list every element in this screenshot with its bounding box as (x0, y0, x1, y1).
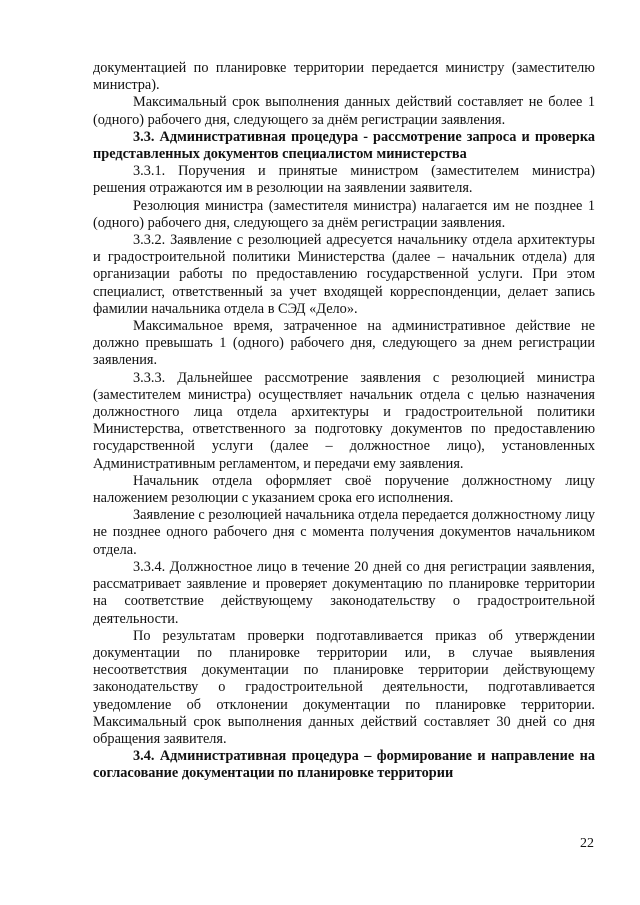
paragraph-3-3-2: 3.3.2. Заявление с резолюцией адресуется начальнику отдела архитектуры и градостроительной политики Министерства (далее – начальник отдела) для организации работы по предоставлению государственной услуги. При этом специалист, ответственный за учет входящей корреспонденции, делает запись фамилии начальника отдела в СЭД «Дело». (93, 232, 595, 317)
paragraph-transfer: Заявление с резолюцией начальника отдела передается должностному лицу не позднее одного рабочего дня с момента получения документов начальником отдела. (93, 507, 595, 558)
section-heading-3-4: 3.4. Административная процедура – формирование и направление на согласование документации по планировке территории (93, 748, 595, 782)
paragraph-3-3-4: 3.3.4. Должностное лицо в течение 20 дней со дня регистрации заявления, рассматривает заявление и проверяет документацию по планировке территории на соответствие действующему законодательству о градостроительной деятельности. (93, 558, 595, 627)
paragraph-results: По результатам проверки подготавливается приказ об утверждении документации по планировке территории или, в случае выявления несоответствия документации по планировке территории действующему законодательству о градостроительной деятельности, подготавливается уведомление об отклонении документации по планировке территории. Максимальный срок выполнения данных действий составляет 30 дней со дня обращения заявителя. (93, 627, 595, 747)
paragraph-3-3-1: 3.3.1. Поручения и принятые министром (заместителем министра) решения отражаются им в резолюции на заявлении заявителя. (93, 163, 595, 197)
document-page (93, 60, 595, 783)
paragraph-max-time: Максимальное время, затраченное на административное действие не должно превышать 1 (одного) рабочего дня, следующего за днем регистрации заявления. (93, 318, 595, 369)
page-number: 22 (580, 836, 594, 851)
section-heading-3-3: 3.3. Административная процедура - рассмотрение запроса и проверка представленных документов специалистом министерства (93, 128, 595, 163)
paragraph-continuation: документацией по планировке территории передается министру (заместителю министра). (93, 60, 595, 94)
paragraph-max-term: Максимальный срок выполнения данных действий составляет не более 1 (одного) рабочего дня, следующего за днём регистрации заявления. (93, 94, 595, 128)
paragraph-3-3-3: 3.3.3. Дальнейшее рассмотрение заявления с резолюцией министра (заместителем министра) осуществляет начальник отдела с целью назначения должностного лица отдела архитектуры и градостроительной политики Министерства, ответственного за подготовку документов по предоставлению государственной услуги (далее – должностное лицо), установленных Административным регламентом, и передачи ему заявления. (93, 369, 595, 472)
paragraph-head-order: Начальник отдела оформляет своё поручение должностному лицу наложением резолюции с указанием срока его исполнения. (93, 472, 595, 507)
paragraph-resolution: Резолюция министра (заместителя министра) налагается им не позднее 1 (одного) рабочего дня, следующего за днём регистрации заявления. (93, 197, 595, 231)
